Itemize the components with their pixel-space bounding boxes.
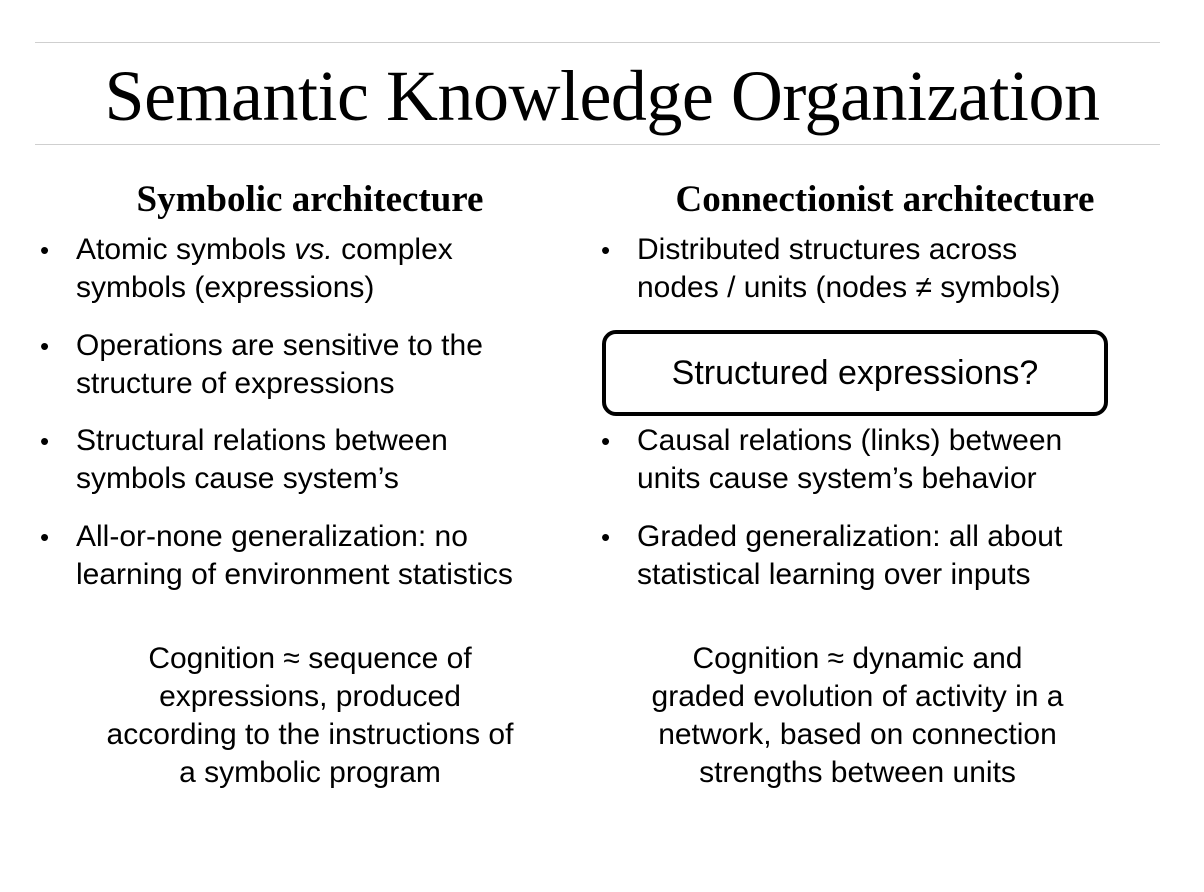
bullet-icon: • (40, 331, 50, 361)
bullet-line: nodes / units (nodes ≠ symbols) (637, 271, 1061, 304)
bullet-icon: • (40, 235, 50, 265)
bullet-icon: • (40, 522, 50, 552)
slide-title: Semantic Knowledge Organization (104, 56, 1100, 136)
bullet-icon: • (40, 426, 50, 456)
bullet-line: statistical learning over inputs (637, 558, 1031, 591)
bullet-line: structure of expressions (76, 367, 395, 400)
top-divider (35, 42, 1160, 43)
bullet-line: Distributed structures across (637, 233, 1018, 266)
bullet-line: learning of environment statistics (76, 558, 513, 591)
bullet-icon: • (601, 426, 611, 456)
bullet-line: Operations are sensitive to the (76, 329, 483, 362)
bullet-line: Structural relations between (76, 424, 448, 457)
bullet-line: All-or-none generalization: no (76, 520, 468, 553)
connectionist-summary: Cognition ≈ dynamic and graded evolution of activity in a network, based on connection strengths between units (651, 642, 1064, 789)
bullet-line: Causal relations (links) between (637, 424, 1063, 457)
bullet-line: symbols (expressions) (76, 271, 375, 304)
symbolic-summary: Cognition ≈ sequence of expressions, produced according to the instructions of a symbolic program (106, 642, 514, 789)
bullet-line: symbols cause system’s (76, 462, 399, 495)
bullet-line: Graded generalization: all about (637, 520, 1063, 553)
title-divider (35, 144, 1160, 145)
bullet-line: units cause system’s behavior (637, 462, 1037, 495)
structured-expressions-box: Structured expressions? (602, 330, 1108, 416)
connectionist-heading: Connectionist architecture (675, 179, 1095, 220)
symbolic-heading: Symbolic architecture (136, 179, 484, 220)
bullet-icon: • (601, 522, 611, 552)
bullet-icon: • (601, 235, 611, 265)
bullet-line: Atomic symbols vs. complex (76, 233, 453, 266)
